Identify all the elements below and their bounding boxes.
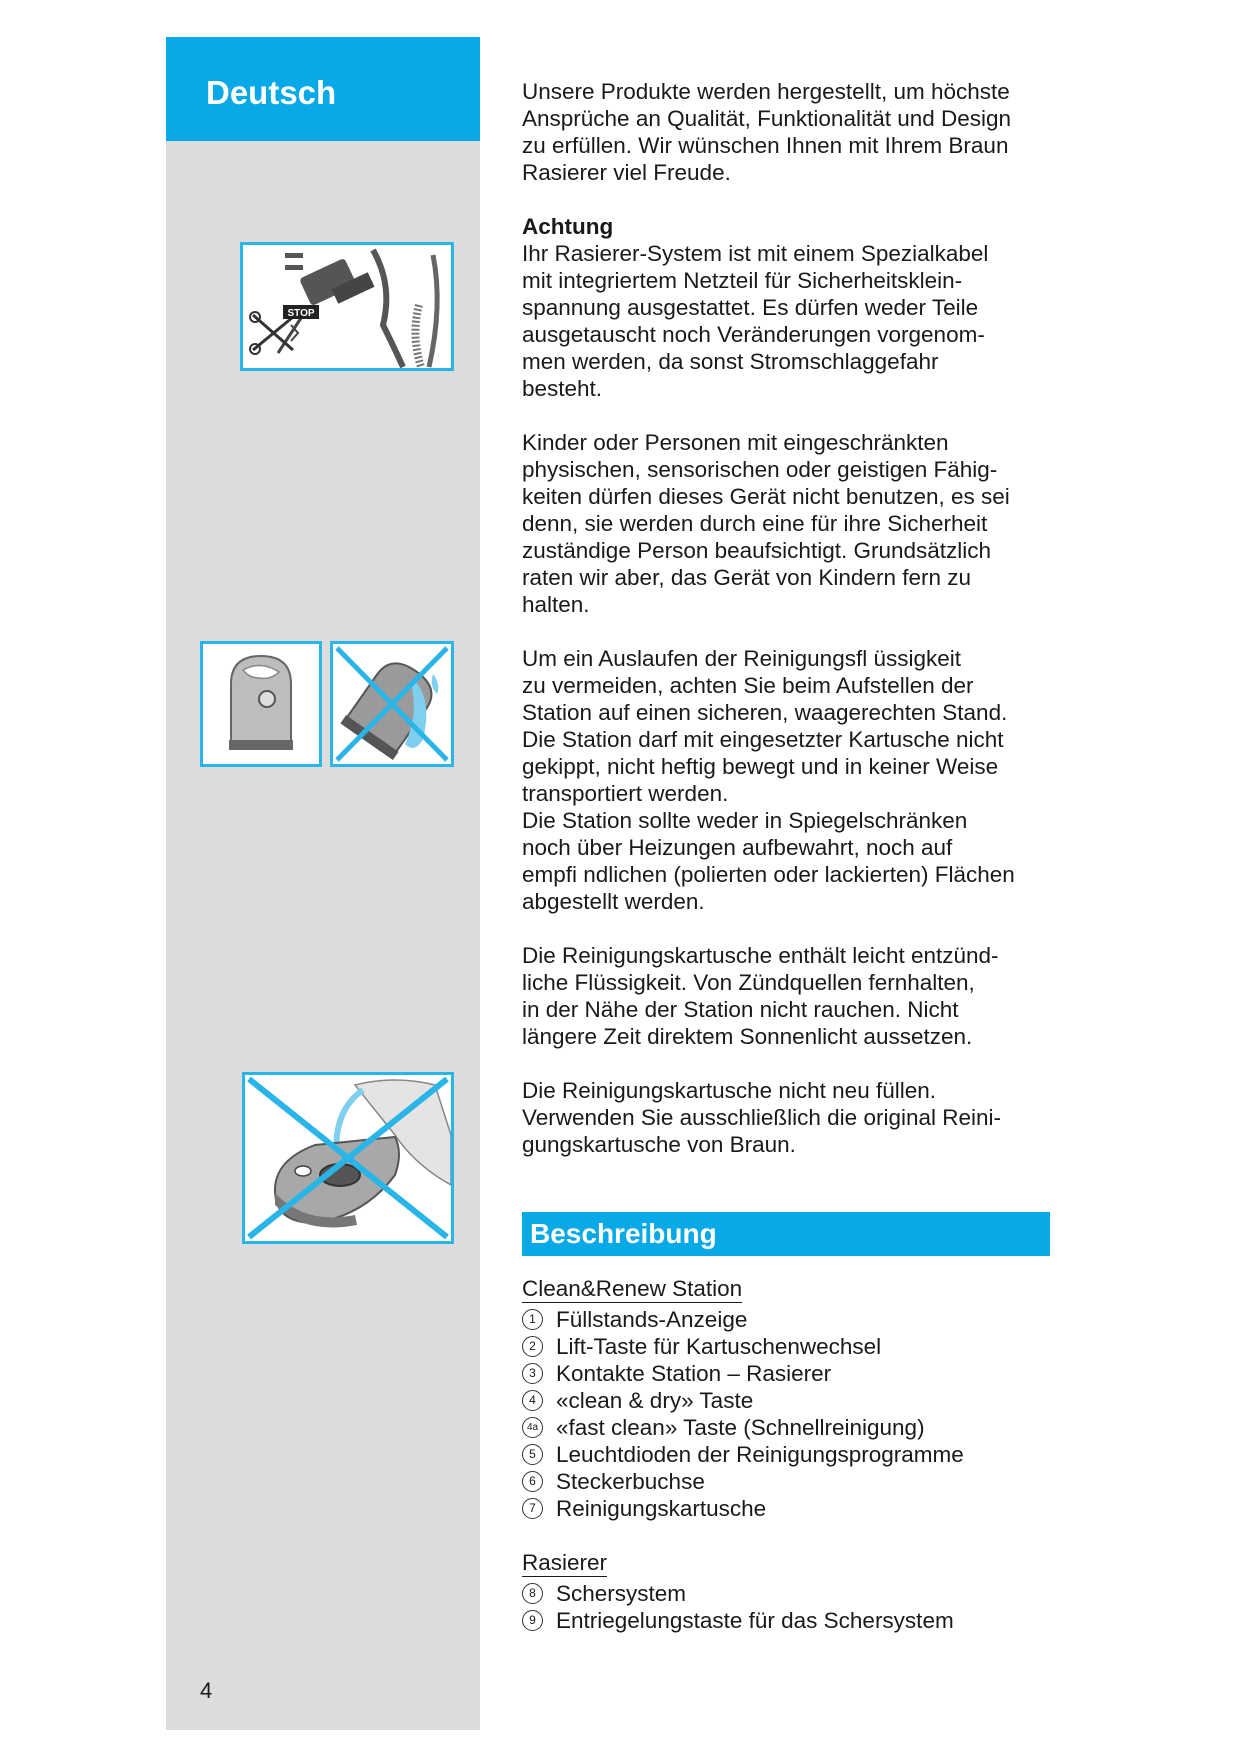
item-number-badge: 1 [522,1309,543,1330]
children-line: halten. [522,592,590,617]
warning-line: Ihr Rasierer-System ist mit einem Spezialkabel [522,241,989,266]
item-label: Schersystem [556,1581,687,1606]
refill-line: Verwenden Sie ausschließlich die original Reini- [522,1105,1002,1130]
intro-line: Ansprüche an Qualität, Funktionalität und Design [522,106,1012,131]
warning-heading: Achtung [522,214,614,239]
item-label: «fast clean» Taste (Schnellreinigung) [556,1415,925,1440]
list-item [522,1468,1052,1495]
children-line: keiten dürfen dieses Gerät nicht benutzen, es sei [522,484,1010,509]
item-label: Entriegelungstaste für das Schersystem [556,1608,954,1633]
intro-line: Rasierer viel Freude. [522,160,731,185]
station-heading: Clean&Renew Station [522,1276,743,1301]
station-line: zu vermeiden, achten Sie beim Aufstellen der [522,673,974,698]
item-label: Lift-Taste für Kartuschenwechsel [556,1334,882,1359]
intro-line: zu erfüllen. Wir wünschen Ihnen mit Ihrem Braun [522,133,1009,158]
list-item [522,1387,1052,1414]
warning-line: besteht. [522,376,603,401]
item-label: Steckerbuchse [556,1469,705,1494]
warning-line: men werden, da sonst Stromschlaggefahr [522,349,939,374]
list-item [522,1441,1052,1468]
station-line: Die Station sollte weder in Spiegelschränken [522,808,968,833]
station-line: Die Station darf mit eingesetzter Kartusche nicht [522,727,1004,752]
cartridge-line: in der Nähe der Station nicht rauchen. Nicht [522,997,959,1022]
children-line: Kinder oder Personen mit eingeschränkten [522,430,949,455]
item-number-badge: 4 [522,1390,543,1411]
station-line: Um ein Auslaufen der Reinigungsfl üssigkeit [522,646,961,671]
list-item [522,1333,1052,1360]
children-line: raten wir aber, das Gerät von Kindern fern zu [522,565,971,590]
item-number-badge: 8 [522,1583,543,1604]
shaver-heading: Rasierer [522,1550,608,1575]
cartridge-line: liche Flüssigkeit. Von Zündquellen fernhalten, [522,970,975,995]
children-line: zuständige Person beaufsichtigt. Grundsätzlich [522,538,992,563]
warning-line: ausgetauscht noch Veränderungen vorgenom- [522,322,985,347]
children-line: physischen, sensorischen oder geistigen Fähig- [522,457,998,482]
item-number-badge: 6 [522,1471,543,1492]
item-number-badge: 7 [522,1498,543,1519]
warning-line: mit integriertem Netzteil für Sicherheitsklein- [522,268,963,293]
children-line: denn, sie werden durch eine für ihre Sicherheit [522,511,988,536]
list-item [522,1414,1052,1441]
cartridge-line: Die Reinigungskartusche enthält leicht entzünd- [522,943,999,968]
stop-sign-label: STOP [287,308,315,319]
station-tilted-illustration [330,641,454,767]
station-line: Station auf einen sicheren, waagerechten Stand. [522,700,1008,725]
item-number-badge: 3 [522,1363,543,1384]
station-line: empfi ndlichen (polierten oder lackierten) Flächen [522,862,1015,887]
item-label: «clean & dry» Taste [556,1388,754,1413]
cartridge-line: längere Zeit direktem Sonnenlicht aussetzen. [522,1024,973,1049]
list-item [522,1306,1052,1333]
station-parts-list [522,1275,1052,1522]
station-upright-illustration [200,641,322,767]
item-number-badge: 5 [522,1444,543,1465]
safety-content [522,78,1052,1158]
refill-prohibited-illustration [242,1072,454,1244]
description-title: Beschreibung [530,1218,717,1249]
item-label: Leuchtdioden der Reinigungsprogramme [556,1442,964,1467]
list-item [522,1607,1052,1634]
station-line: noch über Heizungen aufbewahrt, noch auf [522,835,953,860]
item-label: Reinigungskartusche [556,1496,767,1521]
page-number: 4 [200,1678,213,1703]
list-item [522,1360,1052,1387]
warning-line: spannung ausgestattet. Es dürfen weder Teile [522,295,979,320]
station-line: gekippt, nicht heftig bewegt und in keiner Weise [522,754,999,779]
cable-warning-illustration [240,242,454,371]
station-line: abgestellt werden. [522,889,705,914]
item-label: Kontakte Station – Rasierer [556,1361,832,1386]
item-label: Füllstands-Anzeige [556,1307,748,1332]
list-item [522,1495,1052,1522]
station-line: transportiert werden. [522,781,729,806]
item-number-badge: 2 [522,1336,543,1357]
list-item [522,1580,1052,1607]
refill-line: Die Reinigungskartusche nicht neu füllen. [522,1078,936,1103]
item-number-badge: 4a [522,1417,543,1438]
intro-line: Unsere Produkte werden hergestellt, um höchste [522,79,1010,104]
shaver-parts-list [522,1549,1052,1634]
refill-line: gungskartusche von Braun. [522,1132,796,1157]
item-number-badge: 9 [522,1610,543,1631]
language-title: Deutsch [206,74,337,111]
